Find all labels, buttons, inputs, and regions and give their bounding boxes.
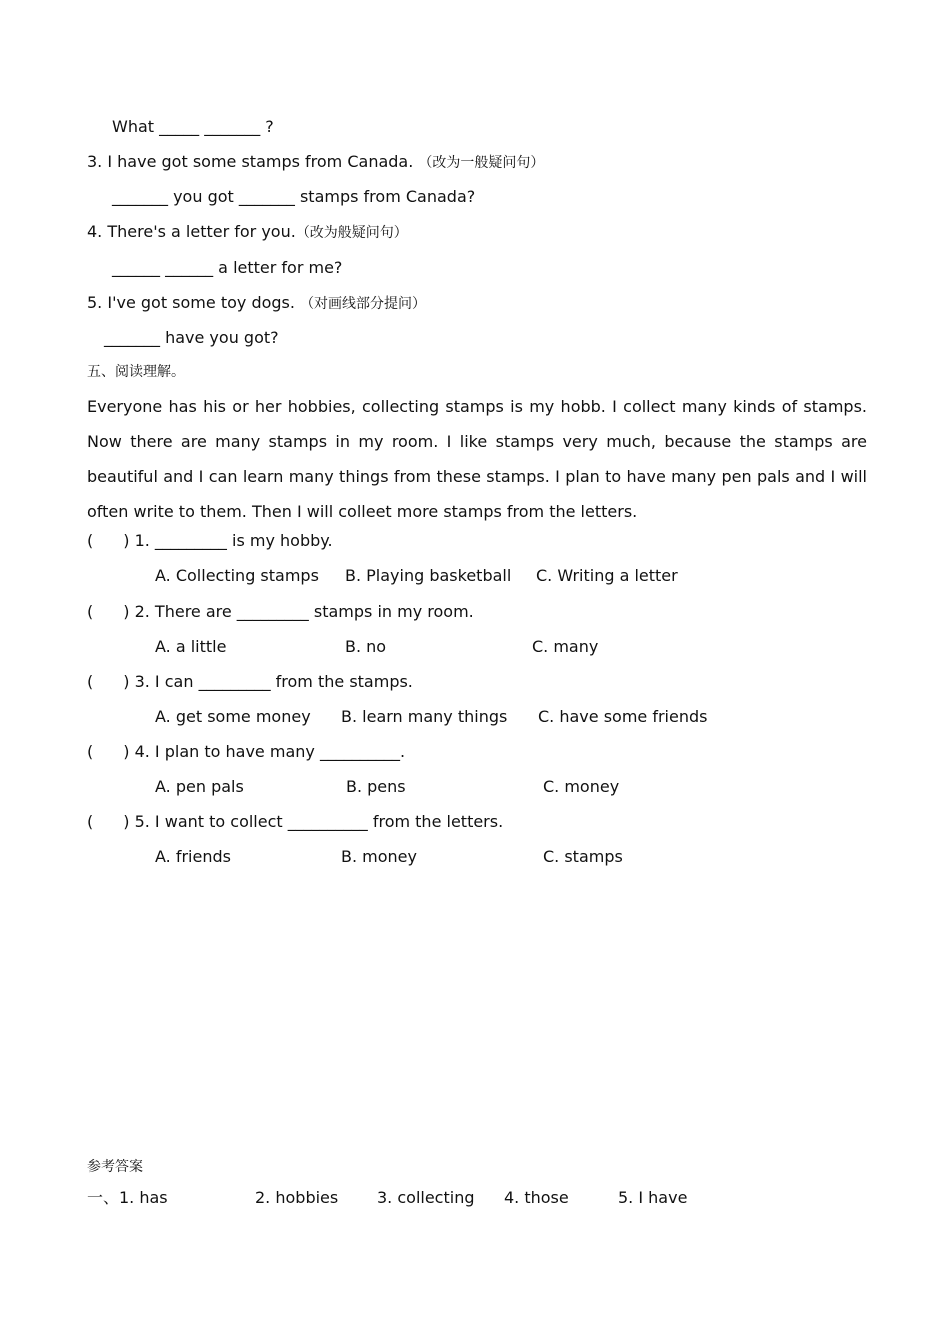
answer-bracket: ( — [87, 742, 94, 761]
option-a: A. friends — [155, 847, 231, 866]
option-c: C. money — [543, 777, 620, 796]
q3-instruction: （改为一般疑问句） — [418, 155, 545, 171]
mc-question-1 — [87, 531, 333, 551]
option-c: C. stamps — [543, 847, 623, 866]
option-b: B. money — [341, 847, 417, 866]
answer-bracket: ( — [87, 672, 94, 691]
option-b: B. no — [345, 637, 387, 656]
q2-answer-line: What _____ _______ ? — [112, 117, 274, 136]
question-stem: ) 1. _________ is my hobby. — [123, 531, 333, 550]
answer-1: 一、1. has — [87, 1188, 168, 1207]
q5-answer-line: _______ have you got? — [104, 328, 279, 347]
q4-text: There's a letter for you. — [107, 222, 296, 241]
q3-number: 3. — [87, 152, 103, 171]
option-c: C. Writing a letter — [536, 566, 678, 585]
answer-5: 5. I have — [618, 1188, 688, 1207]
q3-text: I have got some stamps from Canada. — [107, 152, 414, 171]
answer-bracket: ( — [87, 602, 94, 621]
q5-prompt — [87, 293, 426, 314]
q3-prompt — [87, 152, 544, 173]
q5-text: I've got some toy dogs. — [107, 293, 295, 312]
section5-heading: 五、阅读理解。 — [87, 364, 185, 380]
answer-key-heading: 参考答案 — [87, 1159, 143, 1175]
answer-3: 3. collecting — [377, 1188, 475, 1207]
option-b: B. learn many things — [341, 707, 508, 726]
option-b: B. Playing basketball — [345, 566, 512, 585]
q5-instruction: （对画线部分提问） — [300, 296, 427, 312]
mc-question-5 — [87, 812, 503, 832]
mc-question-2 — [87, 602, 474, 622]
mc-question-3 — [87, 672, 413, 692]
option-a: A. a little — [155, 637, 227, 656]
option-c: C. have some friends — [538, 707, 708, 726]
option-b: B. pens — [346, 777, 406, 796]
mc-question-4 — [87, 742, 405, 762]
answer-bracket: ( — [87, 531, 94, 550]
answer-4: 4. those — [504, 1188, 569, 1207]
q3-answer-line: _______ you got _______ stamps from Canada? — [112, 187, 476, 206]
answer-2: 2. hobbies — [255, 1188, 339, 1207]
q5-number: 5. — [87, 293, 103, 312]
option-a: A. pen pals — [155, 777, 244, 796]
q4-number: 4. — [87, 222, 103, 241]
answer-bracket: ( — [87, 812, 94, 831]
question-stem: ) 2. There are _________ stamps in my room. — [123, 602, 474, 621]
question-stem: ) 5. I want to collect __________ from the letters. — [123, 812, 504, 831]
q4-prompt — [87, 222, 408, 243]
q4-answer-line: ______ ______ a letter for me? — [112, 258, 343, 277]
reading-passage: Everyone has his or her hobbies, collecting stamps is my hobb. I collect many kinds of stamps. Now there are many stamps in my room. I like stamps very much, because the stamps are beautiful and I can learn many things from these stamps. I plan to have many pen pals and I will often write to them. Then I will colleet more stamps from the letters. — [87, 397, 867, 521]
q4-instruction: （改为般疑问句） — [295, 225, 408, 241]
option-a: A. Collecting stamps — [155, 566, 319, 585]
option-c: C. many — [532, 637, 599, 656]
question-stem: ) 4. I plan to have many __________. — [123, 742, 406, 761]
option-a: A. get some money — [155, 707, 311, 726]
question-stem: ) 3. I can _________ from the stamps. — [123, 672, 413, 691]
